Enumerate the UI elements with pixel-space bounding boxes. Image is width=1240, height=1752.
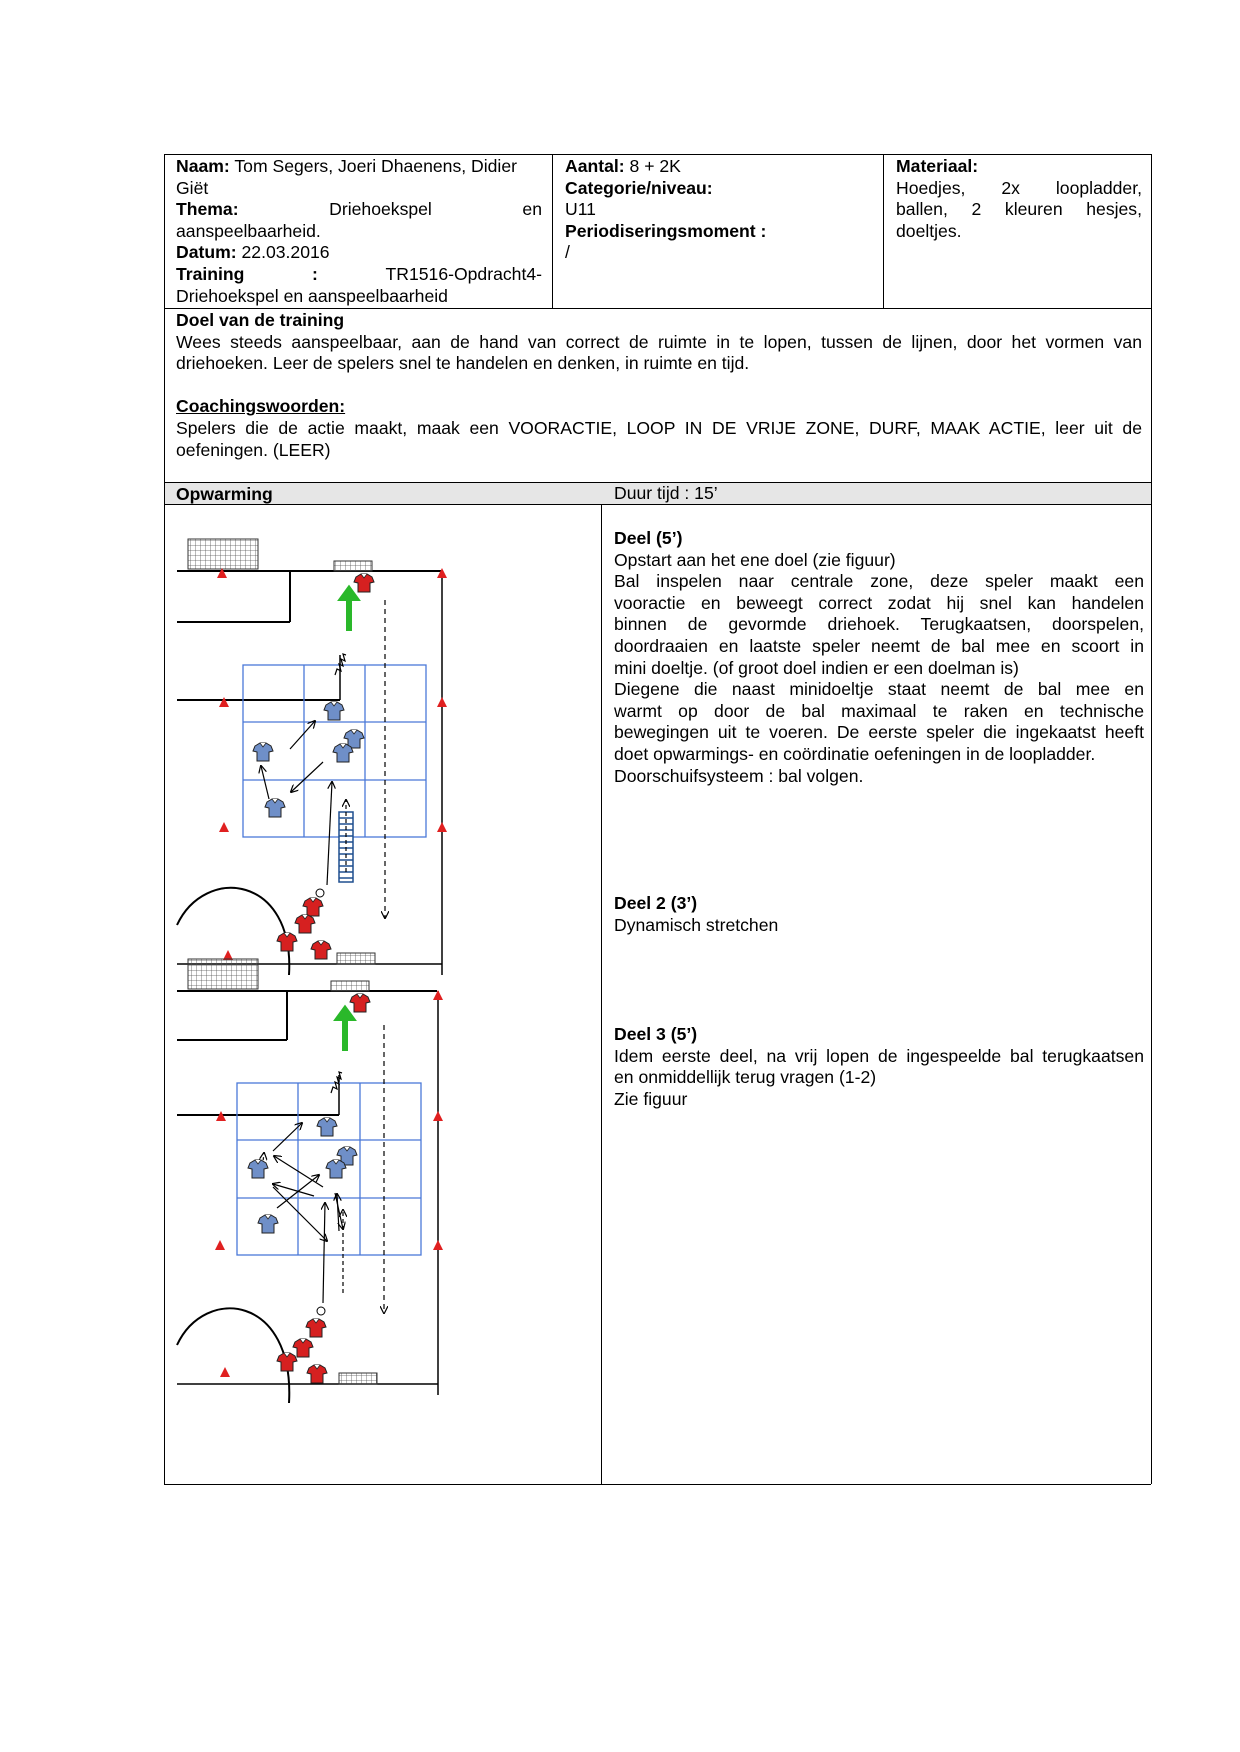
aantal-label: Aantal: bbox=[565, 156, 625, 176]
datum-line bbox=[176, 242, 542, 264]
player-blue-icon bbox=[265, 799, 285, 817]
deel1-line: bewegingen uit te voeren. De eerste speler die ingekaatst heeft bbox=[614, 722, 1144, 743]
materiaal-line-3: doeltjes. bbox=[896, 220, 962, 241]
materiaal-word: hesjes, bbox=[1086, 199, 1142, 220]
naam-label: Naam: bbox=[176, 156, 230, 176]
player-blue-icon bbox=[258, 1215, 278, 1233]
deel1-line: Diegene die naast minidoeltje staat neemt de bal mee en bbox=[614, 679, 1144, 700]
opwarming-title: Opwarming bbox=[176, 484, 273, 504]
deel1-line: doordraaien en laatste speler neemt de bal mee en scoort in bbox=[614, 635, 1144, 656]
coaching-title: Coachingswoorden: bbox=[176, 396, 346, 417]
mini-goal-icon bbox=[334, 561, 372, 571]
deel3-line: Zie figuur bbox=[614, 1088, 688, 1109]
cone-icon bbox=[437, 822, 447, 832]
header-aantal-cell bbox=[565, 156, 875, 264]
pass-arrow bbox=[337, 1194, 339, 1231]
doel-text-line-2: driehoeken. Leer de spelers snel te handelen en denken, in ruimte en tijd. bbox=[176, 353, 750, 374]
deel1-line: mini doeltje. (of groot doel indien er een doelman is) bbox=[614, 657, 1019, 678]
player-blue-icon bbox=[333, 744, 353, 762]
materiaal-word: loopladder, bbox=[1055, 177, 1142, 198]
categorie-value: U11 bbox=[565, 199, 596, 220]
deel3-line: en onmiddellijk terug vragen (1-2) bbox=[614, 1067, 877, 1088]
deel1-section bbox=[614, 528, 1144, 787]
player-red-icon bbox=[303, 898, 323, 916]
exercise-diagrams bbox=[165, 505, 601, 1483]
player-blue-icon bbox=[326, 1160, 346, 1178]
body-col-divider bbox=[601, 482, 602, 1484]
pass-arrow bbox=[291, 762, 323, 792]
header-col-divider-2 bbox=[883, 154, 884, 308]
player-red-icon bbox=[277, 1353, 297, 1371]
pass-arrow bbox=[261, 766, 269, 799]
training-value: TR1516-Opdracht4- bbox=[385, 263, 542, 284]
shot-arrow bbox=[337, 1008, 353, 1049]
table-border-top bbox=[164, 154, 1151, 155]
materiaal-label: Materiaal: bbox=[896, 156, 979, 176]
player-red-icon bbox=[306, 1319, 326, 1337]
training-value-line2: Driehoekspel en aanspeelbaarheid bbox=[176, 285, 448, 306]
coaching-text-line-1: Spelers die de actie maakt, maak een VOORACTIE, LOOP IN DE VRIJE ZONE, DURF, MAAK ACTIE, leer uit de bbox=[176, 417, 1142, 438]
ball-icon bbox=[317, 1307, 325, 1315]
materiaal-word: kleuren bbox=[1004, 199, 1063, 220]
pass-arrow bbox=[273, 1187, 327, 1241]
deel1-line: binnen de gevormde driehoek. Terugkaatsen, doorspelen, bbox=[614, 614, 1144, 635]
ball-icon bbox=[316, 889, 324, 897]
deel1-line: Doorschuifsysteem : bal volgen. bbox=[614, 765, 864, 786]
pass-arrow bbox=[290, 721, 315, 749]
doel-section bbox=[176, 310, 1142, 461]
materiaal-word: ballen, bbox=[896, 199, 948, 220]
header-info-cell bbox=[176, 156, 542, 307]
thema-value-cont: en bbox=[522, 199, 542, 220]
materiaal-word: Hoedjes, bbox=[896, 177, 966, 198]
pass-arrow bbox=[323, 1203, 325, 1303]
header-col-divider-1 bbox=[552, 154, 553, 308]
player-red-icon bbox=[293, 1339, 313, 1357]
mini-goal-icon bbox=[331, 981, 369, 991]
deel3-line: Idem eerste deel, na vrij lopen de ingespeelde bal terugkaatsen bbox=[614, 1045, 1144, 1066]
penalty-arc bbox=[177, 1308, 289, 1403]
mini-goal-icon bbox=[339, 1373, 377, 1384]
cone-icon bbox=[437, 568, 447, 578]
table-border-bottom bbox=[164, 1484, 1151, 1485]
player-red-icon bbox=[350, 994, 370, 1012]
deel1-line: doet opwarmings- en coördinatie oefeningen in de loopladder. bbox=[614, 743, 1096, 764]
materiaal-word: 2x bbox=[1001, 177, 1020, 198]
aantal-value: 8 + 2K bbox=[629, 156, 681, 176]
thema-value: Driehoekspel bbox=[329, 199, 432, 220]
pass-arrow bbox=[327, 782, 332, 885]
categorie-label: Categorie/niveau: bbox=[565, 177, 713, 198]
player-red-icon bbox=[307, 1365, 327, 1383]
thema-label: Thema: bbox=[176, 199, 239, 220]
big-goal-icon bbox=[188, 959, 258, 989]
shot-arrow bbox=[341, 588, 357, 629]
periodisering-value: / bbox=[565, 242, 570, 263]
datum-value: 22.03.2016 bbox=[241, 242, 330, 263]
cone-icon bbox=[433, 1240, 443, 1250]
player-blue-icon bbox=[253, 743, 273, 761]
deel1-line: Bal inspelen naar centrale zone, deze speler maakt een bbox=[614, 571, 1144, 592]
thema-line bbox=[176, 199, 542, 221]
doel-text-line-1: Wees steeds aanspeelbaar, aan de hand van correct de ruimte in te lopen, tussen de lijnen, door het vormen van bbox=[176, 331, 1142, 352]
naam-value-cont: Giët bbox=[176, 177, 209, 198]
player-blue-icon bbox=[324, 702, 344, 720]
player-red-icon bbox=[277, 933, 297, 951]
diagram-1 bbox=[177, 539, 447, 975]
cone-icon bbox=[433, 1111, 443, 1121]
deel2-title: Deel 2 (3’) bbox=[614, 893, 698, 913]
deel1-line: warmt op door de bal maximaal te raken en technische bbox=[614, 700, 1144, 721]
coaching-text-line-2: oefeningen. (LEER) bbox=[176, 439, 331, 460]
player-red-icon bbox=[311, 941, 331, 959]
header-materiaal-cell bbox=[896, 156, 1142, 242]
cone-icon bbox=[437, 697, 447, 707]
table-border-right bbox=[1151, 154, 1152, 1484]
training-line bbox=[176, 264, 542, 286]
deel1-title: Deel (5’) bbox=[614, 528, 683, 548]
deel1-line: Opstart aan het ene doel (zie figuur) bbox=[614, 549, 896, 570]
table-divider-1 bbox=[164, 308, 1151, 309]
materiaal-line-1 bbox=[896, 178, 1142, 200]
materiaal-word: 2 bbox=[971, 199, 982, 220]
cone-icon bbox=[219, 822, 229, 832]
datum-label: Datum: bbox=[176, 242, 237, 263]
thema-value-line2: aanspeelbaarheid. bbox=[176, 220, 321, 241]
deel1-line: vooractie en beweegt correct zodat hij snel kan handelen bbox=[614, 592, 1144, 613]
deel2-text: Dynamisch stretchen bbox=[614, 914, 779, 935]
deel3-section bbox=[614, 1024, 1144, 1110]
naam-line bbox=[176, 156, 542, 178]
diagram-2 bbox=[177, 959, 443, 1403]
training-label: Training bbox=[176, 263, 245, 284]
big-goal-icon bbox=[188, 539, 258, 569]
player-red-icon bbox=[354, 574, 374, 592]
deel2-section bbox=[614, 893, 1144, 936]
player-blue-icon bbox=[317, 1118, 337, 1136]
materiaal-line-2 bbox=[896, 199, 1142, 221]
training-colon: : bbox=[312, 263, 318, 284]
periodisering-label: Periodiseringsmoment : bbox=[565, 220, 767, 241]
pass-arrow bbox=[273, 1184, 314, 1196]
duur-tijd: Duur tijd : 15’ bbox=[614, 483, 718, 503]
cone-icon bbox=[215, 1240, 225, 1250]
mini-goal-icon bbox=[337, 953, 375, 964]
naam-value: Tom Segers, Joeri Dhaenens, Didier bbox=[234, 156, 517, 176]
player-blue-icon bbox=[248, 1160, 268, 1178]
cone-icon bbox=[220, 1367, 230, 1377]
cone-icon bbox=[219, 697, 229, 707]
deel3-title: Deel 3 (5’) bbox=[614, 1024, 698, 1044]
doel-title: Doel van de training bbox=[176, 310, 345, 330]
player-red-icon bbox=[295, 915, 315, 933]
